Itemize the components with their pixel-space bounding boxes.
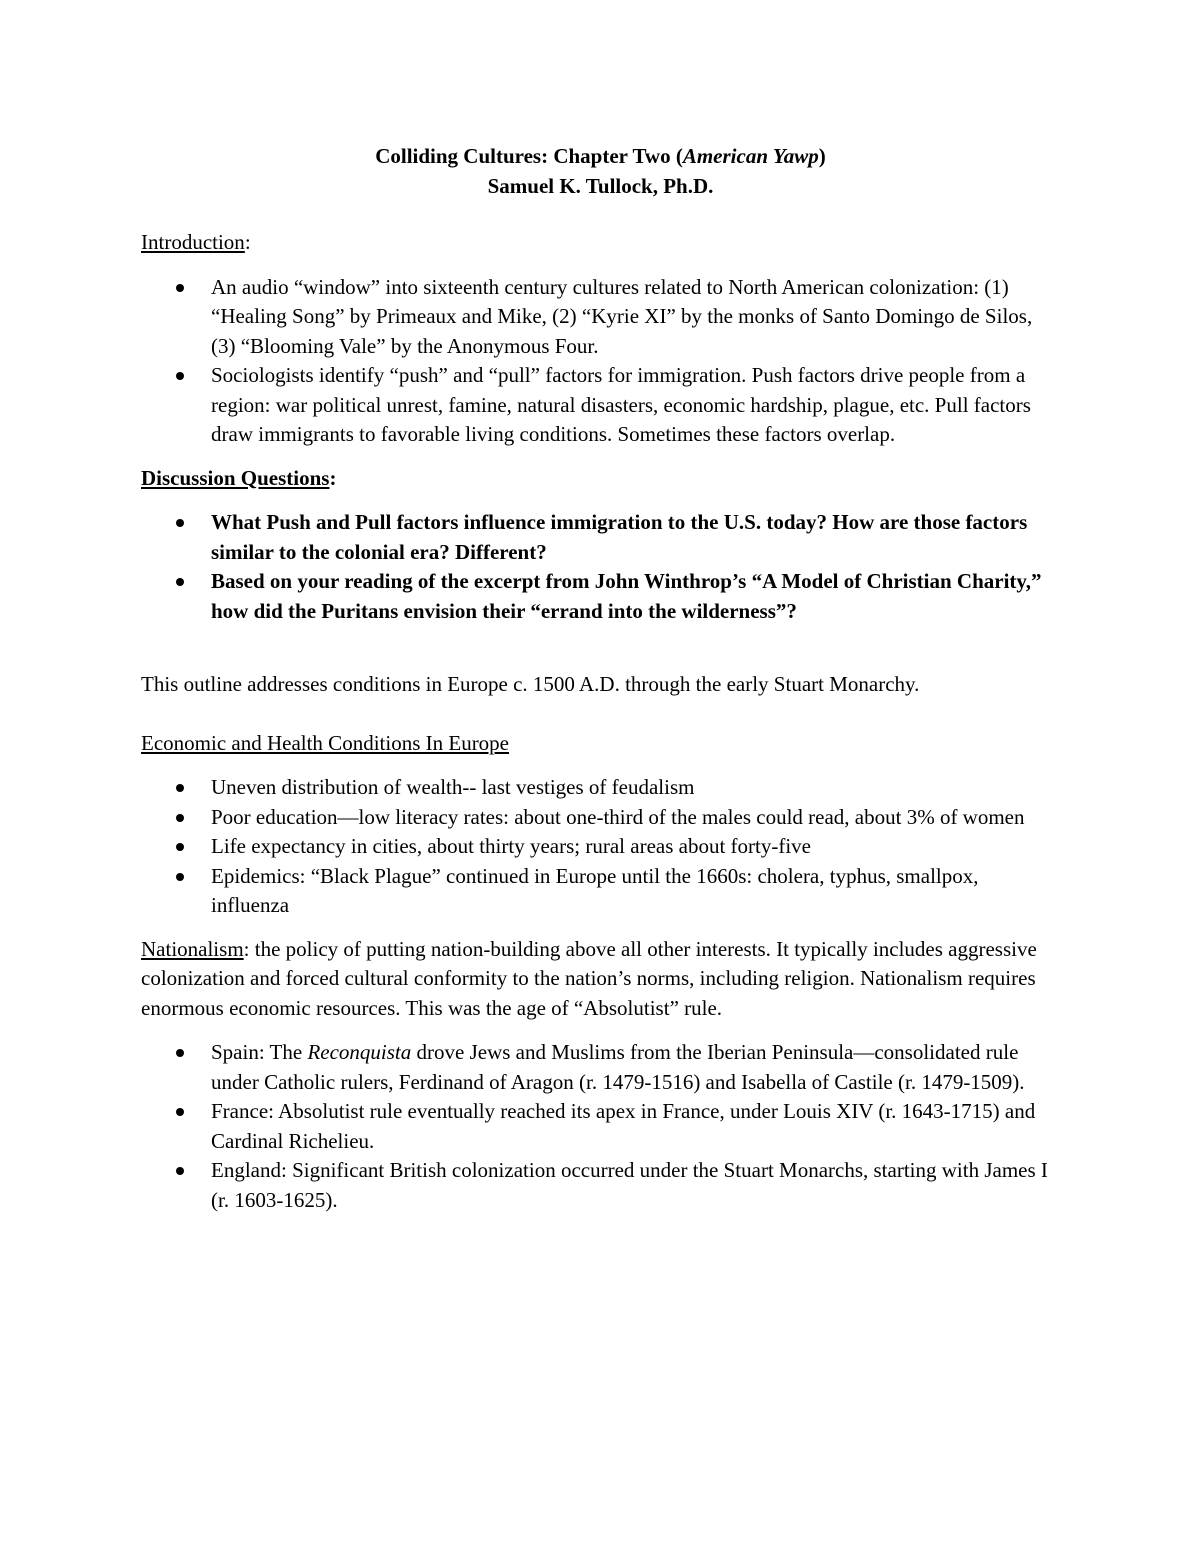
economic-heading: Economic and Health Conditions In Europe bbox=[141, 730, 510, 755]
introduction-list bbox=[141, 273, 1060, 450]
discussion-list bbox=[141, 508, 1060, 626]
list-item: An audio “window” into sixteenth century cultures related to North American colonization: (1) “Healing Song” by Primeaux and Mike, (2) “Kyrie XI” by the monks of Santo Domingo de Silos, (3) “Blooming Vale” by the Anonymous Four. bbox=[141, 273, 1060, 362]
list-item: Life expectancy in cities, about thirty years; rural areas about forty-five bbox=[141, 832, 1060, 862]
nationalism-term: Nationalism bbox=[141, 936, 244, 961]
nationalism-paragraph: Nationalism: the policy of putting nation-building above all other interests. It typically includes aggressive colonization and forced cultural conformity to the nation’s norms, including religion. Nationalism requires enormous economic resources. This was the age of “Absolutist” rule. bbox=[141, 936, 1037, 1020]
discussion-heading: Discussion Questions: bbox=[141, 465, 337, 490]
list-item: Spain: The Reconquista drove Jews and Muslims from the Iberian Peninsula—consolidated rule under Catholic rulers, Ferdinand of Aragon (r. 1479-1516) and Isabella of Castile (r. 1479-1509). bbox=[141, 1038, 1060, 1097]
list-item: England: Significant British colonization occurred under the Stuart Monarchs, starting with James I (r. 1603-1625). bbox=[141, 1156, 1060, 1215]
list-item: Based on your reading of the excerpt from John Winthrop’s “A Model of Christian Charity,” how did the Puritans envision their “errand into the wilderness”? bbox=[141, 567, 1060, 626]
nationalism-list bbox=[141, 1038, 1060, 1215]
economic-list bbox=[141, 773, 1060, 921]
author-line: Samuel K. Tullock, Ph.D. bbox=[487, 173, 714, 198]
list-item: France: Absolutist rule eventually reached its apex in France, under Louis XIV (r. 1643-1715) and Cardinal Richelieu. bbox=[141, 1097, 1060, 1156]
document-title: Colliding Cultures: Chapter Two (American Yawp) bbox=[375, 144, 826, 168]
introduction-heading: Introduction: bbox=[141, 230, 251, 254]
outline-note: This outline addresses conditions in Europe c. 1500 A.D. through the early Stuart Monarchy. bbox=[141, 672, 920, 696]
title-block bbox=[141, 142, 1060, 201]
list-item: Uneven distribution of wealth-- last vestiges of feudalism bbox=[141, 773, 1060, 803]
list-item: Poor education—low literacy rates: about one-third of the males could read, about 3% of women bbox=[141, 803, 1060, 833]
list-item: Epidemics: “Black Plague” continued in Europe until the 1660s: cholera, typhus, smallpox, influenza bbox=[141, 862, 1060, 921]
list-item: Sociologists identify “push” and “pull” factors for immigration. Push factors drive people from a region: war political unrest, famine, natural disasters, economic hardship, plague, etc. Pull factors draw immigrants to favorable living conditions. Sometimes these factors overlap. bbox=[141, 361, 1060, 450]
list-item: What Push and Pull factors influence immigration to the U.S. today? How are those factors similar to the colonial era? Different? bbox=[141, 508, 1060, 567]
book-title: American Yawp bbox=[682, 144, 819, 168]
